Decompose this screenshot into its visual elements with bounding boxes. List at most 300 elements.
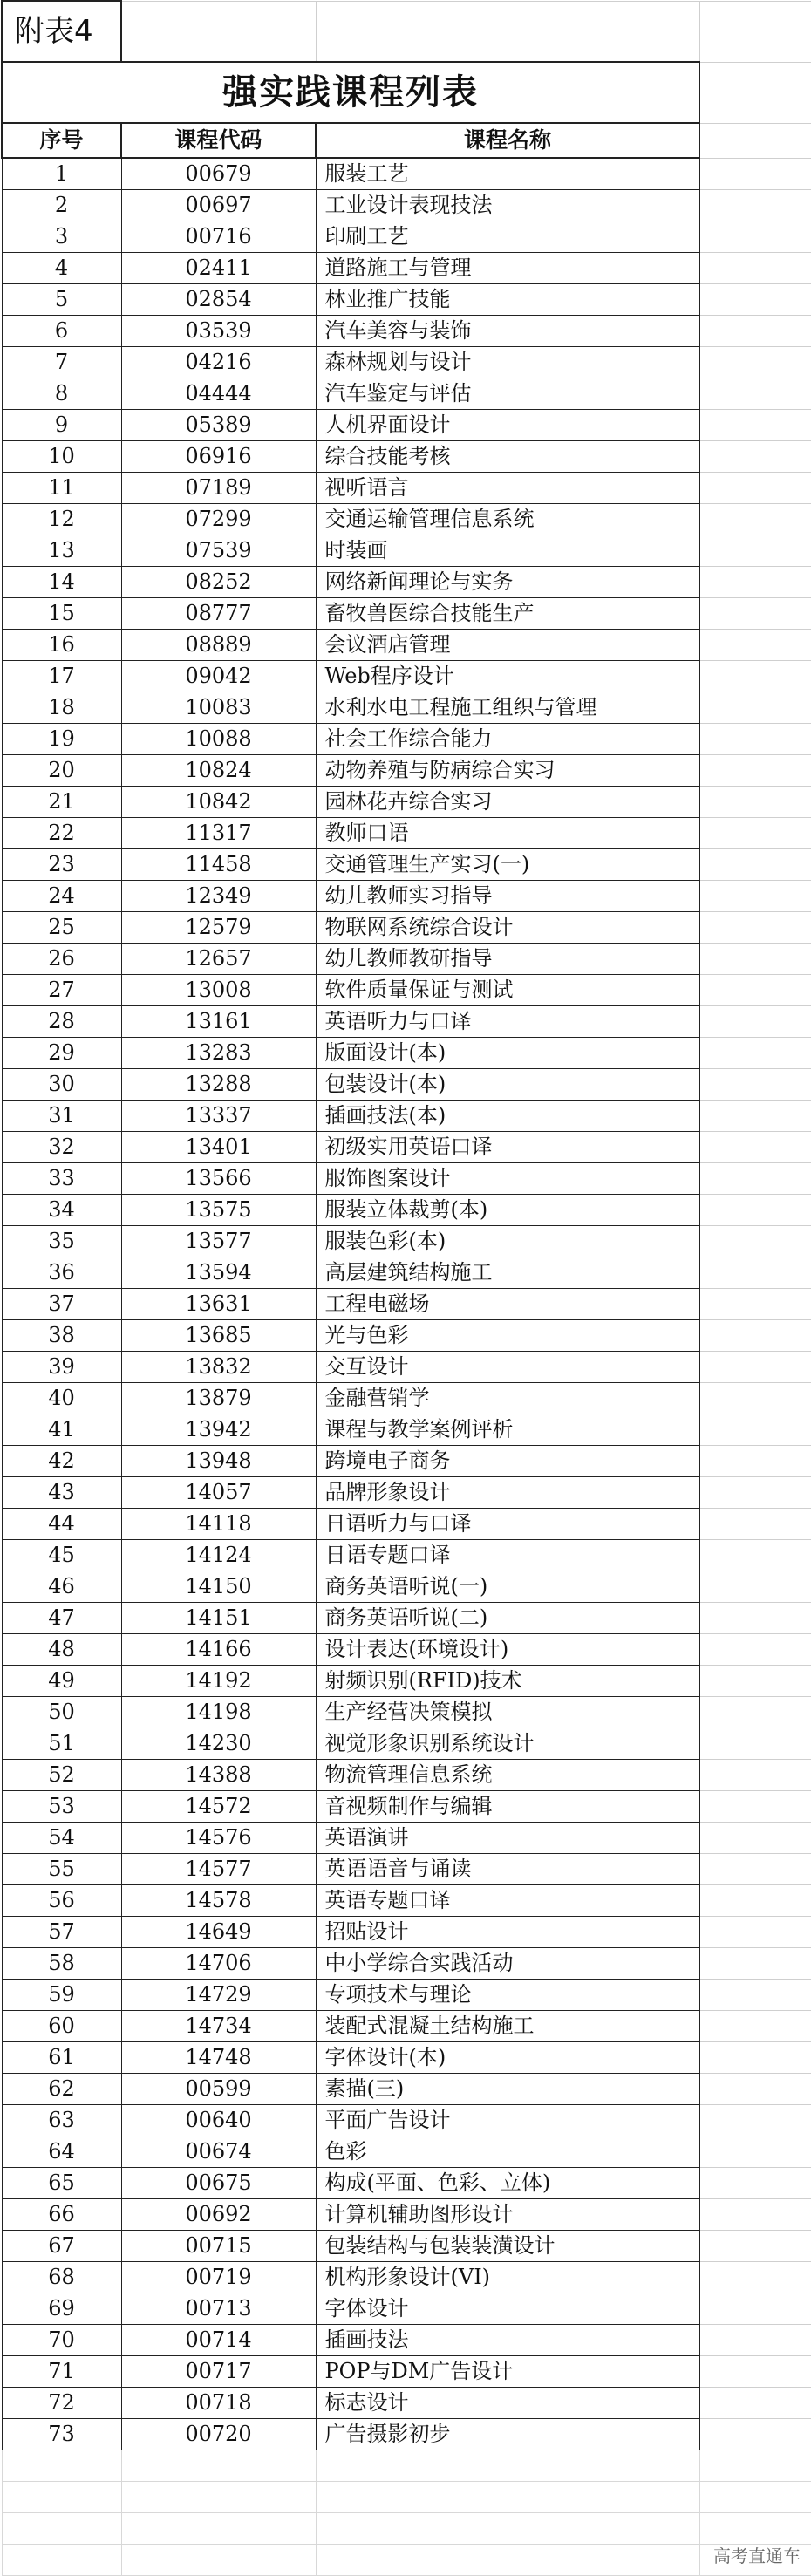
- table-row: [2, 2325, 811, 2356]
- watermark: 高考直通车: [713, 2545, 801, 2566]
- row-course-name: 平面广告设计: [316, 2105, 699, 2136]
- row-seq: 7: [2, 347, 121, 378]
- table-row: [2, 284, 811, 316]
- row-course-name: 跨境电子商务: [316, 1446, 699, 1477]
- table-row: [2, 1509, 811, 1540]
- row-course-name: 射频识别(RFID)技术: [316, 1666, 699, 1697]
- row-seq: 14: [2, 567, 121, 598]
- row-seq: 65: [2, 2168, 121, 2199]
- row-code: 08889: [121, 630, 316, 661]
- row-course-name: 构成(平面、色彩、立体): [316, 2168, 699, 2199]
- row-seq: 41: [2, 1414, 121, 1446]
- row-code: 00697: [121, 190, 316, 221]
- row-seq: 49: [2, 1666, 121, 1697]
- row-course-name: 服装工艺: [316, 158, 699, 190]
- row-course-name: 幼儿教师教研指导: [316, 944, 699, 975]
- row-code: 14706: [121, 1948, 316, 1980]
- row-seq: 54: [2, 1823, 121, 1854]
- row-course-name: 汽车鉴定与评估: [316, 378, 699, 410]
- row-code: 13575: [121, 1195, 316, 1226]
- table-row: [2, 1854, 811, 1885]
- row-seq: 48: [2, 1634, 121, 1666]
- table-row: [2, 881, 811, 912]
- row-seq: 59: [2, 1980, 121, 2011]
- row-course-name: 印刷工艺: [316, 221, 699, 253]
- row-seq: 5: [2, 284, 121, 316]
- page-title: 强实践课程列表: [2, 62, 699, 123]
- table-row: [2, 1634, 811, 1666]
- row-course-name: 交通管理生产实习(一): [316, 849, 699, 881]
- row-code: 12349: [121, 881, 316, 912]
- row-course-name: 园林花卉综合实习: [316, 787, 699, 818]
- row-code: 14198: [121, 1697, 316, 1728]
- table-row: [2, 2262, 811, 2293]
- table-row: [2, 1226, 811, 1257]
- row-seq: 39: [2, 1352, 121, 1383]
- row-seq: 8: [2, 378, 121, 410]
- row-course-name: 英语语音与诵读: [316, 1854, 699, 1885]
- row-course-name: 综合技能考核: [316, 441, 699, 473]
- row-course-name: 课程与教学案例评析: [316, 1414, 699, 1446]
- row-code: 00674: [121, 2136, 316, 2168]
- row-course-name: 视觉形象识别系统设计: [316, 1728, 699, 1760]
- row-code: 07539: [121, 535, 316, 567]
- row-seq: 18: [2, 692, 121, 724]
- table-row: [2, 473, 811, 504]
- table-header: [2, 123, 811, 158]
- table-row: [2, 1320, 811, 1352]
- row-code: 00675: [121, 2168, 316, 2199]
- row-course-name: 英语听力与口译: [316, 1006, 699, 1038]
- row-seq: 28: [2, 1006, 121, 1038]
- table-row: [2, 1980, 811, 2011]
- row-seq: 57: [2, 1917, 121, 1948]
- row-code: 14230: [121, 1728, 316, 1760]
- row-code: 12579: [121, 912, 316, 944]
- row-seq: 13: [2, 535, 121, 567]
- row-seq: 1: [2, 158, 121, 190]
- table-row: [2, 2136, 811, 2168]
- table-row: [2, 378, 811, 410]
- row-code: 14577: [121, 1854, 316, 1885]
- row-course-name: 包装结构与包装装潢设计: [316, 2231, 699, 2262]
- row-code: 13879: [121, 1383, 316, 1414]
- row-code: 11458: [121, 849, 316, 881]
- table-row: [2, 1728, 811, 1760]
- row-code: 09042: [121, 661, 316, 692]
- row-code: 08252: [121, 567, 316, 598]
- row-code: 14118: [121, 1509, 316, 1540]
- row-seq: 50: [2, 1697, 121, 1728]
- row-seq: 69: [2, 2293, 121, 2325]
- row-seq: 60: [2, 2011, 121, 2042]
- row-seq: 29: [2, 1038, 121, 1069]
- row-course-name: 畜牧兽医综合技能生产: [316, 598, 699, 630]
- row-course-name: 社会工作综合能力: [316, 724, 699, 755]
- row-course-name: 字体设计(本): [316, 2042, 699, 2074]
- row-seq: 42: [2, 1446, 121, 1477]
- row-code: 05389: [121, 410, 316, 441]
- row-course-name: 视听语言: [316, 473, 699, 504]
- row-course-name: 服饰图案设计: [316, 1163, 699, 1195]
- table-row: [2, 2199, 811, 2231]
- row-course-name: 音视频制作与编辑: [316, 1791, 699, 1823]
- table-row: [2, 567, 811, 598]
- row-seq: 46: [2, 1571, 121, 1603]
- row-code: 00679: [121, 158, 316, 190]
- row-code: 02411: [121, 253, 316, 284]
- table-row: [2, 1603, 811, 1634]
- row-code: 14124: [121, 1540, 316, 1571]
- row-course-name: 服装立体裁剪(本): [316, 1195, 699, 1226]
- row-seq: 12: [2, 504, 121, 535]
- table-row: [2, 1823, 811, 1854]
- table-row: [2, 1917, 811, 1948]
- row-seq: 51: [2, 1728, 121, 1760]
- row-code: 07299: [121, 504, 316, 535]
- row-course-name: 光与色彩: [316, 1320, 699, 1352]
- row-course-name: 动物养殖与防病综合实习: [316, 755, 699, 787]
- row-course-name: 汽车美容与装饰: [316, 316, 699, 347]
- row-course-name: 时装画: [316, 535, 699, 567]
- annex-label: 附表4: [2, 1, 121, 62]
- table-row: [2, 1885, 811, 1917]
- row-course-name: 字体设计: [316, 2293, 699, 2325]
- table-row: [2, 1666, 811, 1697]
- row-seq: 10: [2, 441, 121, 473]
- row-course-name: 商务英语听说(一): [316, 1571, 699, 1603]
- row-code: 14151: [121, 1603, 316, 1634]
- row-course-name: 商务英语听说(二): [316, 1603, 699, 1634]
- row-course-name: 版面设计(本): [316, 1038, 699, 1069]
- row-code: 13832: [121, 1352, 316, 1383]
- row-seq: 52: [2, 1760, 121, 1791]
- row-code: 11317: [121, 818, 316, 849]
- row-seq: 68: [2, 2262, 121, 2293]
- row-code: 13948: [121, 1446, 316, 1477]
- row-course-name: 素描(三): [316, 2074, 699, 2105]
- row-code: 07189: [121, 473, 316, 504]
- row-course-name: 交互设计: [316, 1352, 699, 1383]
- table-row: [2, 1383, 811, 1414]
- row-code: 06916: [121, 441, 316, 473]
- row-seq: 21: [2, 787, 121, 818]
- table-row: [2, 2231, 811, 2262]
- row-code: 13008: [121, 975, 316, 1006]
- table-row: [2, 787, 811, 818]
- table-row: [2, 2011, 811, 2042]
- row-code: 14649: [121, 1917, 316, 1948]
- table-row: [2, 1038, 811, 1069]
- empty-row: [2, 2545, 811, 2576]
- row-code: 13161: [121, 1006, 316, 1038]
- table-row: [2, 2388, 811, 2419]
- row-course-name: 生产经营决策模拟: [316, 1697, 699, 1728]
- row-course-name: Web程序设计: [316, 661, 699, 692]
- table-row: [2, 1289, 811, 1320]
- annex-row: [2, 1, 811, 62]
- row-seq: 67: [2, 2231, 121, 2262]
- row-code: 00692: [121, 2199, 316, 2231]
- table-row: [2, 630, 811, 661]
- row-seq: 37: [2, 1289, 121, 1320]
- row-code: 14576: [121, 1823, 316, 1854]
- row-code: 14166: [121, 1634, 316, 1666]
- row-seq: 24: [2, 881, 121, 912]
- table-row: [2, 598, 811, 630]
- row-seq: 43: [2, 1477, 121, 1509]
- row-code: 00715: [121, 2231, 316, 2262]
- row-code: 00720: [121, 2419, 316, 2450]
- row-course-name: 教师口语: [316, 818, 699, 849]
- row-course-name: 道路施工与管理: [316, 253, 699, 284]
- row-code: 10083: [121, 692, 316, 724]
- row-code: 13685: [121, 1320, 316, 1352]
- row-seq: 25: [2, 912, 121, 944]
- row-code: 00718: [121, 2388, 316, 2419]
- row-course-name: 英语演讲: [316, 1823, 699, 1854]
- row-course-name: POP与DM广告设计: [316, 2356, 699, 2388]
- row-code: 13337: [121, 1101, 316, 1132]
- row-seq: 61: [2, 2042, 121, 2074]
- row-code: 12657: [121, 944, 316, 975]
- row-seq: 33: [2, 1163, 121, 1195]
- table-row: [2, 1101, 811, 1132]
- empty-row: [2, 2450, 811, 2482]
- row-code: 13594: [121, 1257, 316, 1289]
- table-row: [2, 2168, 811, 2199]
- table-row: [2, 912, 811, 944]
- row-code: 03539: [121, 316, 316, 347]
- row-course-name: 金融营销学: [316, 1383, 699, 1414]
- row-seq: 44: [2, 1509, 121, 1540]
- row-course-name: 插画技法(本): [316, 1101, 699, 1132]
- table-row: [2, 1948, 811, 1980]
- row-code: 02854: [121, 284, 316, 316]
- row-seq: 15: [2, 598, 121, 630]
- row-code: 13631: [121, 1289, 316, 1320]
- row-code: 14572: [121, 1791, 316, 1823]
- table-row: [2, 724, 811, 755]
- table-row: [2, 2074, 811, 2105]
- row-seq: 20: [2, 755, 121, 787]
- table-row: [2, 2356, 811, 2388]
- row-seq: 26: [2, 944, 121, 975]
- row-course-name: 水利水电工程施工组织与管理: [316, 692, 699, 724]
- header-seq: 序号: [2, 123, 121, 158]
- row-code: 04444: [121, 378, 316, 410]
- row-seq: 73: [2, 2419, 121, 2450]
- row-course-name: 工程电磁场: [316, 1289, 699, 1320]
- row-course-name: 林业推广技能: [316, 284, 699, 316]
- row-code: 13288: [121, 1069, 316, 1101]
- row-course-name: 人机界面设计: [316, 410, 699, 441]
- row-course-name: 包装设计(本): [316, 1069, 699, 1101]
- table-row: [2, 1540, 811, 1571]
- row-course-name: 服装色彩(本): [316, 1226, 699, 1257]
- row-seq: 47: [2, 1603, 121, 1634]
- row-code: 14388: [121, 1760, 316, 1791]
- row-course-name: 物联网系统综合设计: [316, 912, 699, 944]
- row-course-name: 网络新闻理论与实务: [316, 567, 699, 598]
- table-row: [2, 1069, 811, 1101]
- row-seq: 36: [2, 1257, 121, 1289]
- row-code: 14057: [121, 1477, 316, 1509]
- row-seq: 64: [2, 2136, 121, 2168]
- row-seq: 4: [2, 253, 121, 284]
- table-row: [2, 2042, 811, 2074]
- table-row: [2, 849, 811, 881]
- row-code: 13566: [121, 1163, 316, 1195]
- row-seq: 34: [2, 1195, 121, 1226]
- table-row: [2, 1414, 811, 1446]
- table-row: [2, 190, 811, 221]
- row-seq: 2: [2, 190, 121, 221]
- table-row: [2, 1163, 811, 1195]
- row-seq: 11: [2, 473, 121, 504]
- table-row: [2, 818, 811, 849]
- row-seq: 31: [2, 1101, 121, 1132]
- row-code: 00640: [121, 2105, 316, 2136]
- row-seq: 55: [2, 1854, 121, 1885]
- table-row: [2, 661, 811, 692]
- row-seq: 30: [2, 1069, 121, 1101]
- row-code: 00599: [121, 2074, 316, 2105]
- row-code: 14192: [121, 1666, 316, 1697]
- row-seq: 38: [2, 1320, 121, 1352]
- row-seq: 71: [2, 2356, 121, 2388]
- row-course-name: 插画技法: [316, 2325, 699, 2356]
- row-code: 00719: [121, 2262, 316, 2293]
- table-row: [2, 253, 811, 284]
- row-course-name: 高层建筑结构施工: [316, 1257, 699, 1289]
- row-seq: 58: [2, 1948, 121, 1980]
- table-row: [2, 1791, 811, 1823]
- row-seq: 45: [2, 1540, 121, 1571]
- row-course-name: 会议酒店管理: [316, 630, 699, 661]
- course-table: [1, 0, 811, 2576]
- row-course-name: 交通运输管理信息系统: [316, 504, 699, 535]
- row-course-name: 计算机辅助图形设计: [316, 2199, 699, 2231]
- table-row: [2, 1352, 811, 1383]
- row-seq: 35: [2, 1226, 121, 1257]
- row-code: 00717: [121, 2356, 316, 2388]
- row-code: 10842: [121, 787, 316, 818]
- title-row: [2, 62, 811, 123]
- table-row: [2, 1571, 811, 1603]
- row-seq: 27: [2, 975, 121, 1006]
- table-row: [2, 158, 811, 190]
- table-row: [2, 535, 811, 567]
- row-code: 14748: [121, 2042, 316, 2074]
- row-course-name: 色彩: [316, 2136, 699, 2168]
- table-row: [2, 1697, 811, 1728]
- table-row: [2, 755, 811, 787]
- table-row: [2, 2419, 811, 2450]
- row-seq: 62: [2, 2074, 121, 2105]
- table-row: [2, 1195, 811, 1226]
- row-seq: 40: [2, 1383, 121, 1414]
- row-course-name: 英语专题口译: [316, 1885, 699, 1917]
- row-course-name: 设计表达(环境设计): [316, 1634, 699, 1666]
- row-seq: 23: [2, 849, 121, 881]
- row-code: 10088: [121, 724, 316, 755]
- row-course-name: 标志设计: [316, 2388, 699, 2419]
- table-row: [2, 410, 811, 441]
- table-row: [2, 692, 811, 724]
- row-seq: 9: [2, 410, 121, 441]
- table-row: [2, 1477, 811, 1509]
- row-course-name: 幼儿教师实习指导: [316, 881, 699, 912]
- row-course-name: 日语听力与口译: [316, 1509, 699, 1540]
- table-row: [2, 441, 811, 473]
- row-seq: 22: [2, 818, 121, 849]
- table-row: [2, 1006, 811, 1038]
- table-row: [2, 975, 811, 1006]
- row-seq: 3: [2, 221, 121, 253]
- row-seq: 19: [2, 724, 121, 755]
- row-course-name: 软件质量保证与测试: [316, 975, 699, 1006]
- row-seq: 56: [2, 1885, 121, 1917]
- row-course-name: 装配式混凝土结构施工: [316, 2011, 699, 2042]
- row-code: 00716: [121, 221, 316, 253]
- row-seq: 72: [2, 2388, 121, 2419]
- empty-row: [2, 2482, 811, 2513]
- table-row: [2, 504, 811, 535]
- row-seq: 66: [2, 2199, 121, 2231]
- row-code: 13942: [121, 1414, 316, 1446]
- row-seq: 70: [2, 2325, 121, 2356]
- table-row: [2, 2293, 811, 2325]
- row-course-name: 机构形象设计(VI): [316, 2262, 699, 2293]
- row-code: 00713: [121, 2293, 316, 2325]
- table-row: [2, 1132, 811, 1163]
- row-seq: 16: [2, 630, 121, 661]
- header-name: 课程名称: [316, 123, 699, 158]
- header-code: 课程代码: [121, 123, 316, 158]
- row-course-name: 招贴设计: [316, 1917, 699, 1948]
- row-course-name: 日语专题口译: [316, 1540, 699, 1571]
- row-code: 08777: [121, 598, 316, 630]
- row-seq: 17: [2, 661, 121, 692]
- row-code: 00714: [121, 2325, 316, 2356]
- row-code: 04216: [121, 347, 316, 378]
- row-code: 14150: [121, 1571, 316, 1603]
- row-seq: 6: [2, 316, 121, 347]
- table-row: [2, 2105, 811, 2136]
- table-row: [2, 1257, 811, 1289]
- row-code: 14578: [121, 1885, 316, 1917]
- row-code: 13283: [121, 1038, 316, 1069]
- table-row: [2, 1446, 811, 1477]
- table-row: [2, 316, 811, 347]
- row-code: 13401: [121, 1132, 316, 1163]
- row-course-name: 物流管理信息系统: [316, 1760, 699, 1791]
- row-course-name: 中小学综合实践活动: [316, 1948, 699, 1980]
- table-row: [2, 944, 811, 975]
- row-seq: 53: [2, 1791, 121, 1823]
- row-course-name: 工业设计表现技法: [316, 190, 699, 221]
- row-course-name: 初级实用英语口译: [316, 1132, 699, 1163]
- table-row: [2, 221, 811, 253]
- row-course-name: 广告摄影初步: [316, 2419, 699, 2450]
- row-course-name: 品牌形象设计: [316, 1477, 699, 1509]
- row-seq: 63: [2, 2105, 121, 2136]
- row-code: 14734: [121, 2011, 316, 2042]
- row-course-name: 森林规划与设计: [316, 347, 699, 378]
- row-code: 10824: [121, 755, 316, 787]
- table-row: [2, 347, 811, 378]
